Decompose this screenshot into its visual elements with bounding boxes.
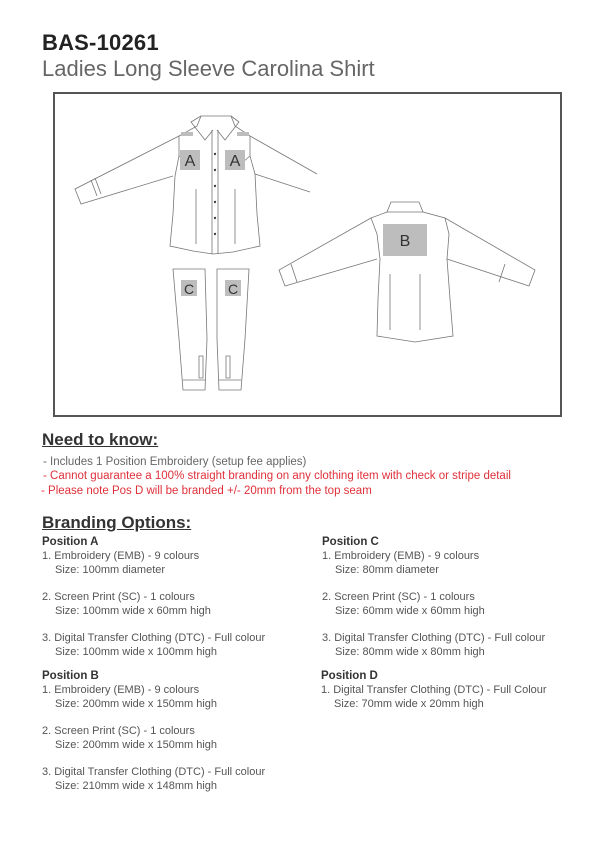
branding-options-heading: Branding Options:	[42, 513, 192, 532]
shoulder-tab-right	[237, 132, 249, 136]
option-name: 2. Screen Print (SC) - 1 colours	[42, 591, 195, 603]
branding-option	[321, 683, 547, 711]
product-name: Ladies Long Sleeve Carolina Shirt	[42, 56, 375, 81]
position-c-left-label: C	[183, 281, 195, 297]
option-name: 1. Embroidery (EMB) - 9 colours	[322, 550, 480, 562]
option-size: Size: 70mm wide x 20mm high	[334, 698, 484, 710]
option-size: Size: 60mm wide x 60mm high	[335, 605, 485, 617]
shoulder-tab-left	[181, 132, 193, 136]
branding-option	[42, 765, 265, 793]
option-name: 1. Digital Transfer Clothing (DTC) - Full Colour	[321, 684, 547, 696]
option-size: Size: 100mm wide x 60mm high	[55, 605, 211, 617]
front-buttons	[214, 153, 216, 235]
note-pos-d: - Please note Pos D will be branded +/- 20mm from the top seam	[41, 485, 372, 497]
position-a-right-label: A	[229, 153, 241, 170]
shirt-diagram	[55, 94, 560, 415]
position-a-left-label: A	[184, 153, 196, 170]
option-name: 1. Embroidery (EMB) - 9 colours	[42, 684, 200, 696]
position-b-label: B	[399, 233, 411, 250]
option-size: Size: 200mm wide x 150mm high	[55, 739, 218, 751]
option-name: 2. Screen Print (SC) - 1 colours	[42, 725, 195, 737]
option-name: 1. Embroidery (EMB) - 9 colours	[42, 550, 200, 562]
position-title: Position A	[42, 536, 99, 548]
position-a-block	[42, 535, 265, 672]
option-size: Size: 80mm wide x 80mm high	[335, 646, 485, 658]
option-name: 2. Screen Print (SC) - 1 colours	[322, 591, 475, 603]
branding-option	[322, 590, 545, 618]
note-straight-branding: - Cannot guarantee a 100% straight branding on any clothing item with check or stripe detail	[43, 470, 511, 482]
option-name: 3. Digital Transfer Clothing (DTC) - Full colour	[322, 632, 546, 644]
front-shirt	[75, 116, 317, 254]
option-size: Size: 100mm diameter	[55, 564, 166, 576]
position-title: Position D	[321, 670, 378, 682]
option-size: Size: 210mm wide x 148mm high	[55, 780, 218, 792]
note-embroidery: - Includes 1 Position Embroidery (setup fee applies)	[43, 456, 307, 468]
option-size: Size: 80mm diameter	[335, 564, 439, 576]
position-b-block	[42, 669, 265, 806]
branding-option	[42, 724, 265, 752]
garment-illustration	[53, 92, 562, 417]
branding-option	[322, 631, 545, 659]
position-c-right-label: C	[227, 281, 239, 297]
back-shirt	[279, 202, 535, 342]
need-to-know-heading: Need to know:	[42, 430, 159, 449]
option-name: 3. Digital Transfer Clothing (DTC) - Full colour	[42, 766, 266, 778]
product-code: BAS-10261	[42, 30, 159, 55]
branding-option	[42, 549, 265, 577]
option-size: Size: 200mm wide x 150mm high	[55, 698, 218, 710]
position-title: Position B	[42, 670, 99, 682]
position-title: Position C	[322, 536, 379, 548]
branding-option	[42, 590, 265, 618]
position-d-block	[321, 669, 547, 724]
branding-option	[42, 683, 265, 711]
branding-option	[42, 631, 265, 659]
branding-option	[322, 549, 545, 577]
position-c-block	[322, 535, 545, 672]
option-name: 3. Digital Transfer Clothing (DTC) - Full colour	[42, 632, 266, 644]
option-size: Size: 100mm wide x 100mm high	[55, 646, 218, 658]
